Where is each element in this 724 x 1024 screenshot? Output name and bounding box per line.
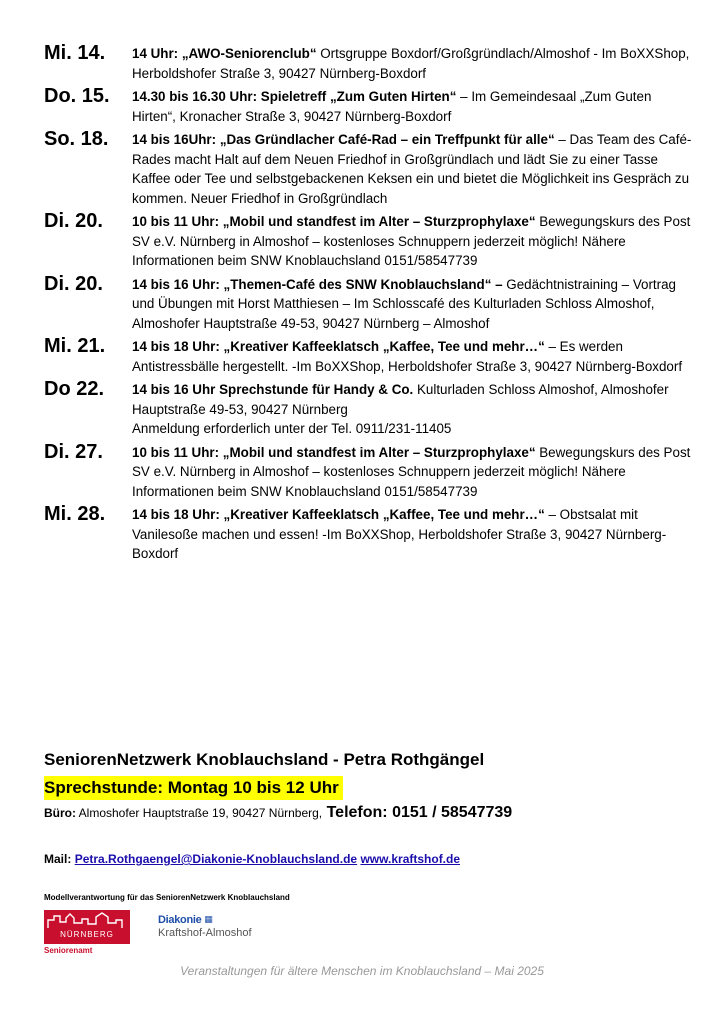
event-details: Bewegungskurs des Post SV e.V. Nürnberg in Almoshof – kostenloses Schnuppern jederzeit möglich! Nähere Informationen beim SNW Knoblauchsland 0151/58547739 — [132, 214, 691, 268]
event-date: Mi. 14. — [44, 42, 106, 64]
phone-number: Telefon: 0151 / 58547739 — [322, 804, 513, 821]
page-footer: Veranstaltungen für ältere Menschen im Knoblauchsland – Mai 2025 — [180, 964, 544, 978]
diakonie-location: Kraftshof-Almoshof — [158, 927, 252, 939]
event-details: Bewegungskurs des Post SV e.V. Nürnberg in Almoshof – kostenloses Schnuppern jederzeit möglich! Nähere Informationen beim SNW Knoblauchsland 0151/58547739 — [132, 444, 691, 499]
mail-label: Mail: — [44, 852, 72, 866]
event-date: Do 22. — [44, 378, 105, 400]
nuernberg-logo-band — [44, 910, 130, 944]
diakonie-name: Diakonie — [158, 914, 202, 926]
event-title: 14 bis 16 Uhr: „Themen-Café des SNW Knoblauchsland“ – — [132, 276, 503, 292]
email-link[interactable]: Petra.Rothgaengel@Diakonie-Knoblauchsland.de — [74, 852, 358, 866]
event-description — [132, 380, 694, 439]
event-item — [44, 505, 694, 564]
diakonie-logo — [158, 914, 252, 939]
website-link[interactable]: www.kraftshof.de — [360, 852, 461, 866]
event-item — [44, 380, 694, 439]
event-list — [44, 44, 694, 568]
event-description — [132, 505, 694, 564]
office-address: Almoshofer Hauptstraße 19, 90427 Nürnberg, — [76, 806, 323, 820]
event-details: Kulturladen Schloss Almoshof, Almoshofer Hauptstraße 49-53, 90427 Nürnberg — [132, 382, 669, 417]
office-label: Büro: — [44, 806, 76, 820]
event-details: – Obstsalat mit Vanilesoße machen und essen! -Im BoXXShop, Herboldshofer Straße 3, 90427 Nürnberg-Boxdorf — [132, 507, 667, 561]
event-details: Gedächtnistraining – Vortrag und Übungen mit Horst Matthiesen – Im Schlosscafé des Kulturladen Schloss Almoshof, Almoshofer Hauptstraße 49-53, 90427 Nürnberg – Almoshof — [132, 276, 676, 331]
office-hours: Sprechstunde: Montag 10 bis 12 Uhr — [44, 776, 343, 800]
seniorenamt-label: Seniorenamt — [44, 946, 93, 955]
office-info — [44, 804, 512, 822]
event-title: 14 bis 18 Uhr: „Kreativer Kaffeeklatsch „Kaffee, Tee und mehr…“ — [132, 339, 545, 354]
event-extra: Anmeldung erforderlich unter der Tel. 0911/231-11405 — [132, 421, 452, 436]
nuernberg-logo-text: NÜRNBERG — [60, 930, 114, 939]
event-description — [132, 130, 694, 208]
event-title: 14 bis 16Uhr: „Das Gründlacher Café-Rad – ein Treffpunkt für alle“ — [132, 132, 555, 147]
event-item — [44, 337, 694, 376]
event-date: Mi. 28. — [44, 503, 106, 525]
event-description — [132, 337, 694, 376]
mail-line — [44, 852, 460, 866]
event-details: – Es werden Antistressbälle hergestellt. -Im BoXXShop, Herboldshofer Straße 3, 90427 Nürnberg-Boxdorf — [132, 339, 683, 374]
event-date: So. 18. — [44, 128, 109, 150]
event-item — [44, 130, 694, 208]
event-details: Ortsgruppe Boxdorf/Großgründlach/Almoshof - Im BoXXShop, Herboldshofer Straße 3, 90427 Nürnberg-Boxdorf — [132, 46, 690, 81]
event-title: 14 bis 16 Uhr Sprechstunde für Handy & Co. — [132, 382, 414, 397]
event-description — [132, 212, 694, 271]
responsibility-note: Modellverantwortung für das SeniorenNetzwerk Knoblauchsland — [44, 893, 290, 902]
event-date: Di. 20. — [44, 272, 103, 295]
event-item — [44, 212, 694, 271]
event-description — [132, 87, 694, 126]
event-title: 10 bis 11 Uhr: „Mobil und standfest im Alter – Sturzprophylaxe“ — [132, 214, 536, 229]
event-details: – Das Team des Café-Rades macht Halt auf dem Neuen Friedhof in Großgründlach und lädt Sie zu einer Tasse Kaffee oder Tee und selbstgebackenen Keksen ein und bietet die Möglichkeit ins Gespräch zu kommen. Neuer Friedhof in Großgründlach — [132, 132, 692, 206]
event-description — [132, 443, 694, 502]
event-title: 14 bis 18 Uhr: „Kreativer Kaffeeklatsch „Kaffee, Tee und mehr…“ — [132, 507, 545, 522]
event-title: 10 bis 11 Uhr: „Mobil und standfest im Alter – Sturzprophylaxe“ — [132, 444, 536, 460]
event-date: Mi. 21. — [44, 335, 106, 357]
event-title: 14.30 bis 16.30 Uhr: Spieletreff „Zum Guten Hirten“ — [132, 89, 457, 104]
event-date: Do. 15. — [44, 85, 110, 107]
diakonie-cross-icon: ▦ — [204, 914, 213, 924]
nuernberg-logo — [44, 910, 130, 960]
event-description — [132, 275, 694, 334]
network-name: SeniorenNetzwerk Knoblauchsland - Petra Rothgängel — [44, 750, 485, 769]
event-item — [44, 44, 694, 83]
event-item — [44, 272, 694, 334]
event-item — [44, 440, 694, 502]
event-date: Di. 20. — [44, 210, 103, 232]
event-description — [132, 44, 694, 83]
diakonie-wordmark — [158, 914, 252, 926]
event-date: Di. 27. — [44, 440, 103, 463]
event-details: – Im Gemeindesaal „Zum Guten Hirten“, Kronacher Straße 3, 90427 Nürnberg-Boxdorf — [132, 89, 652, 124]
event-title: 14 Uhr: „AWO-Seniorenclub“ — [132, 46, 317, 61]
event-item — [44, 87, 694, 126]
